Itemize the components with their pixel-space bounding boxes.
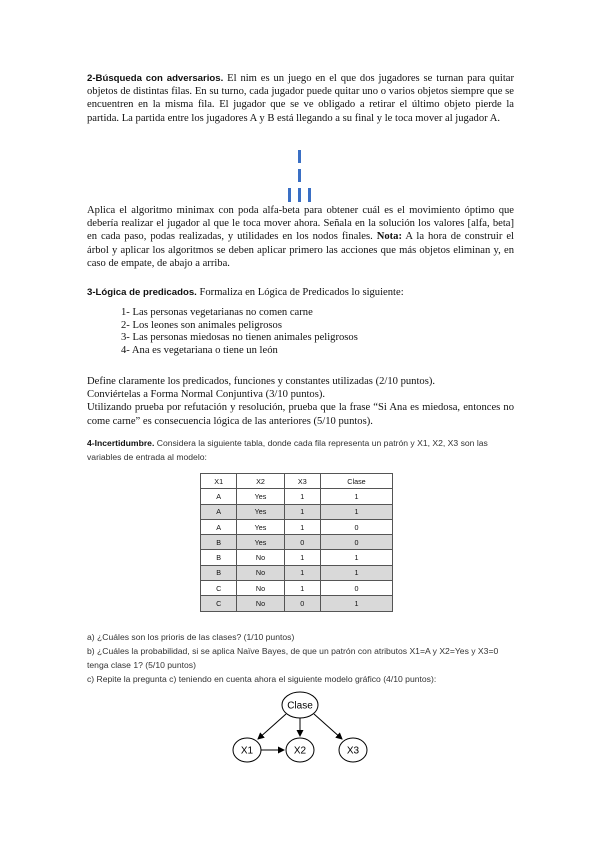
section2-minimax-text: Aplica el algoritmo minimax con poda alfa-beta para obtener cuál es el movimiento óptimo que debería realizar el jugador al que le toca mover ahora. Señala en la solución los valores [alfa, beta] en cada paso, podas realizadas, y utilidades en los nodos finales. <box>87 205 514 243</box>
nim-bar <box>288 188 291 202</box>
table-cell: Yes <box>237 504 284 519</box>
section3-list <box>121 307 501 357</box>
table-cell: Yes <box>237 519 284 534</box>
table-row <box>201 596 393 611</box>
task-line-3: Utilizando prueba por refutación y resolución, prueba que la frase “Si Ana es miedosa, entonces no come carne” es consecuencia lógica de las anteriores (5/10 puntos). <box>87 402 514 427</box>
table-cell: 0 <box>284 596 320 611</box>
table-cell: Yes <box>237 489 284 504</box>
list-item: 3- Las personas miedosas no tienen animales peligrosos <box>121 332 358 344</box>
nota-label: Nota: <box>376 231 403 243</box>
table-cell: C <box>201 596 237 611</box>
table-cell: B <box>201 535 237 550</box>
section3-heading: 3-Lógica de predicados. <box>87 287 197 298</box>
table-cell: C <box>201 581 237 596</box>
table-cell: 1 <box>320 489 392 504</box>
table-cell: 1 <box>320 596 392 611</box>
edge-clase-x1 <box>258 714 286 739</box>
table-cell: B <box>201 550 237 565</box>
table-cell: 1 <box>284 565 320 580</box>
node-x1-label: X1 <box>240 745 254 757</box>
table-cell: 1 <box>320 550 392 565</box>
table-cell: 0 <box>320 519 392 534</box>
table-cell: 1 <box>320 565 392 580</box>
node-x2-label: X2 <box>293 745 307 757</box>
table-cell: B <box>201 565 237 580</box>
nim-bar <box>298 150 301 163</box>
table-row <box>201 581 393 596</box>
table-header-row <box>201 474 393 489</box>
table-cell: 1 <box>320 504 392 519</box>
table-cell: No <box>237 581 284 596</box>
section4-intro <box>87 436 517 464</box>
table-cell: 1 <box>284 550 320 565</box>
table-cell: 0 <box>284 535 320 550</box>
section2-paragraph <box>87 72 514 125</box>
table-cell: A <box>201 489 237 504</box>
table-header-cell: Clase <box>320 474 392 489</box>
table-cell: A <box>201 504 237 519</box>
question-c: c) Repite la pregunta c) teniendo en cuenta ahora el siguiente modelo gráfico (4/10 puntos): <box>87 674 437 684</box>
table-cell: 1 <box>284 504 320 519</box>
table-cell: 1 <box>284 489 320 504</box>
task-line-1: Define claramente los predicados, funciones y constantes utilizadas (2/10 puntos). <box>87 376 436 387</box>
node-x3-label: X3 <box>346 745 360 757</box>
table-row <box>201 550 393 565</box>
edge-clase-x3 <box>314 714 342 739</box>
list-item: 4- Ana es vegetariana o tiene un león <box>121 344 278 356</box>
table-row <box>201 504 393 519</box>
table-cell: No <box>237 550 284 565</box>
table-row <box>201 519 393 534</box>
nim-bar <box>298 188 301 202</box>
section4-intro-text: Considera la siguiente tabla, donde cada fila representa un patrón y X1, X2, X3 son las variables de entrada al modelo: <box>87 438 488 462</box>
table-cell: 1 <box>284 519 320 534</box>
nim-figure <box>280 150 320 206</box>
table-header-cell: X3 <box>284 474 320 489</box>
task-line-2: Conviértelas a Forma Normal Conjuntiva (3/10 puntos). <box>87 389 326 401</box>
section3-tasks <box>87 375 514 428</box>
nota-text: A la hora de construir el árbol y aplicar los algoritmos se deben aplicar primero las acciones que más objetos eliminan y, en caso de empate, de abajo a arriba. <box>87 231 514 269</box>
section2-text: El nim es un juego en el que dos jugadores se turnan para quitar objetos de distintas filas. En su turno, cada jugador puede quitar uno o varios objetos siempre que se encuentren en la misma fila. El jugador que se ve obligado a retirar el último objeto pierde la partida. La partida entre los jugadores A y B está llegando a su final y le toca mover al jugador A. <box>87 73 514 124</box>
table-row <box>201 565 393 580</box>
table-cell: 0 <box>320 535 392 550</box>
section2-instructions <box>87 204 514 270</box>
list-item: 2- Los leones son animales peligrosos <box>121 319 282 331</box>
table-cell: 0 <box>320 581 392 596</box>
question-b: b) ¿Cuáles la probabilidad, si se aplica Naïve Bayes, de que un patrón con atributos X1=A y X2=Yes y X3=0 tenga clase 1? (5/10 puntos) <box>87 646 499 670</box>
graphical-model <box>220 688 380 768</box>
data-table <box>200 473 393 612</box>
section3-intro-text: Formaliza en Lógica de Predicados lo siguiente: <box>196 287 404 298</box>
table-cell: No <box>237 565 284 580</box>
table-cell: A <box>201 519 237 534</box>
table-cell: Yes <box>237 535 284 550</box>
section4-questions <box>87 630 519 686</box>
table-cell: 1 <box>284 581 320 596</box>
section2-heading: 2-Búsqueda con adversarios. <box>87 73 224 84</box>
table-header-cell: X2 <box>237 474 284 489</box>
nim-bar <box>298 169 301 182</box>
section4-heading: 4-Incertidumbre. <box>87 438 155 448</box>
section3-intro <box>87 286 514 299</box>
table-row <box>201 535 393 550</box>
table-row <box>201 489 393 504</box>
node-clase-label: Clase <box>287 700 313 712</box>
table-cell: No <box>237 596 284 611</box>
question-a: a) ¿Cuáles son los prioris de las clases? (1/10 puntos) <box>87 632 295 642</box>
table-header-cell: X1 <box>201 474 237 489</box>
list-item: 1- Las personas vegetarianas no comen carne <box>121 307 313 318</box>
nim-bar <box>308 188 311 202</box>
